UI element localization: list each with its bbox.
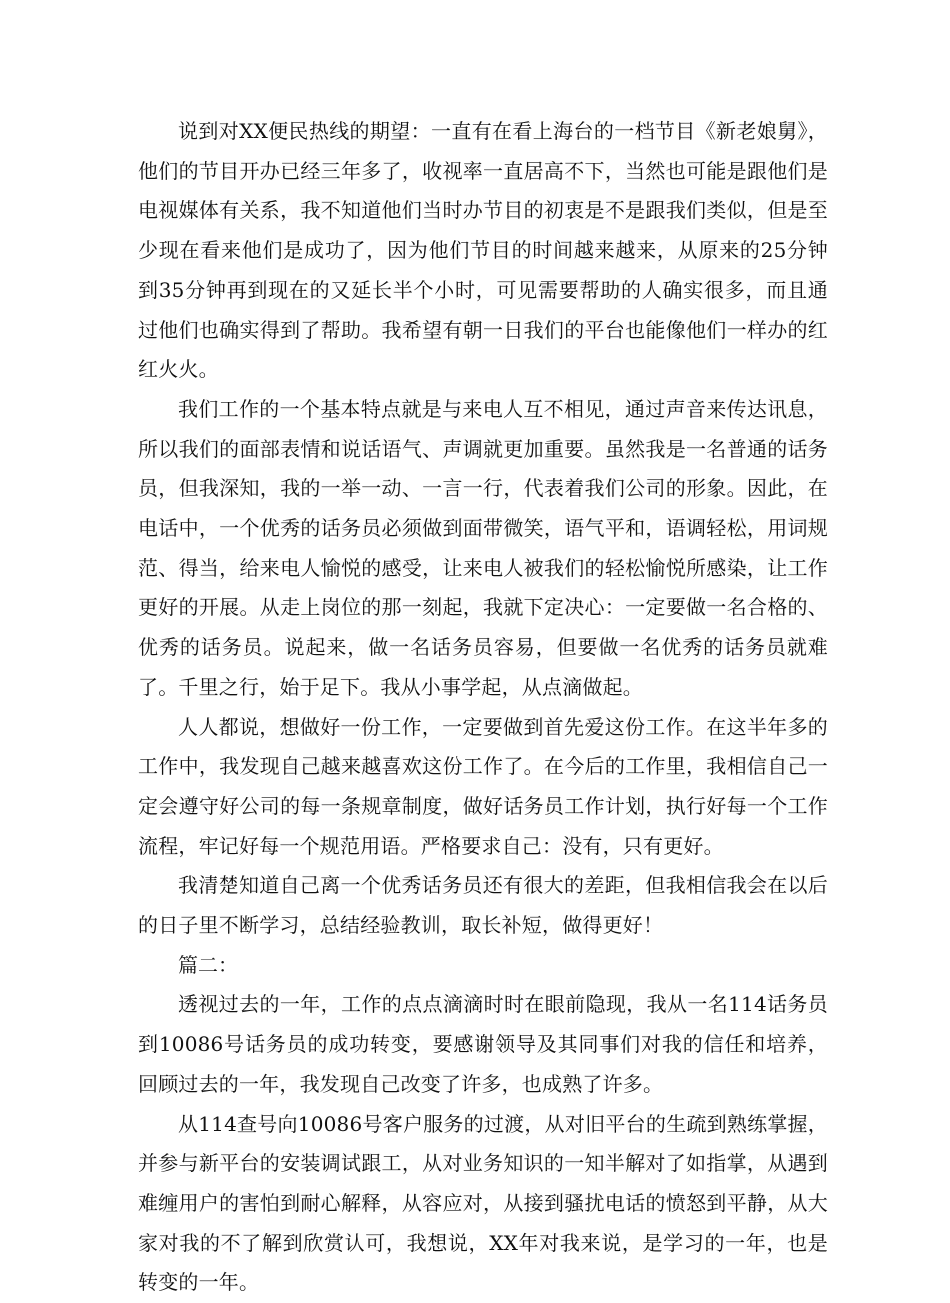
paragraph: 说到对XX便民热线的期望：一直有在看上海台的一档节目《新老娘舅》，他们的节目开办已经三年多了，收视率一直居高不下，当然也可能是跟他们是电视媒体有关系，我不知道他们当时办节目的初衷是不是跟我们类似，但是至少现在看来他们是成功了，因为他们节目的时间越来越来，从原来的25分钟到35分钟再到现在的又延长半个小时，可见需要帮助的人确实很多，而且通过他们也确实得到了帮助。我希望有朝一日我们的平台也能像他们一样办的红红火火。: [138, 119, 828, 382]
paragraph: 从114查号向10086号客户服务的过渡，从对旧平台的生疏到熟练掌握，并参与新平台的安装调试跟工，从对业务知识的一知半解对了如指掌，从遇到难缠用户的害怕到耐心解释，从容应对，从接到骚扰电话的愤怒到平静，从大家对我的不了解到欣赏认可，我想说，XX年对我来说，是学习的一年，也是转变的一年。: [138, 1111, 828, 1295]
document-body: [138, 112, 828, 1303]
paragraph: 人人都说，想做好一份工作，一定要做到首先爱这份工作。在这半年多的工作中，我发现自己越来越喜欢这份工作了。在今后的工作里，我相信自己一定会遵守好公司的每一条规章制度，做好话务员工作计划，执行好每一个工作流程，牢记好每一个规范用语。严格要求自己：没有，只有更好。: [138, 714, 828, 858]
paragraph: 透视过去的一年，工作的点点滴滴时时在眼前隐现，我从一名114话务员到10086号话务员的成功转变，要感谢领导及其同事们对我的信任和培养，回顾过去的一年，我发现自己改变了许多，也成熟了许多。: [138, 992, 828, 1096]
section-heading: 篇二：: [178, 952, 238, 977]
paragraph: 我们工作的一个基本特点就是与来电人互不相见，通过声音来传达讯息，所以我们的面部表情和说话语气、声调就更加重要。虽然我是一名普通的话务员，但我深知，我的一举一动、一言一行，代表着我们公司的形象。因此，在电话中，一个优秀的话务员必须做到面带微笑，语气平和，语调轻松，用词规范、得当，给来电人愉悦的感受，让来电人被我们的轻松愉悦所感染，让工作更好的开展。从走上岗位的那一刻起，我就下定决心：一定要做一名合格的、优秀的话务员。说起来，做一名话务员容易，但要做一名优秀的话务员就难了。千里之行，始于足下。我从小事学起，从点滴做起。: [138, 396, 828, 699]
paragraph: 我清楚知道自己离一个优秀话务员还有很大的差距，但我相信我会在以后的日子里不断学习，总结经验教训，取长补短，做得更好！: [138, 873, 828, 938]
